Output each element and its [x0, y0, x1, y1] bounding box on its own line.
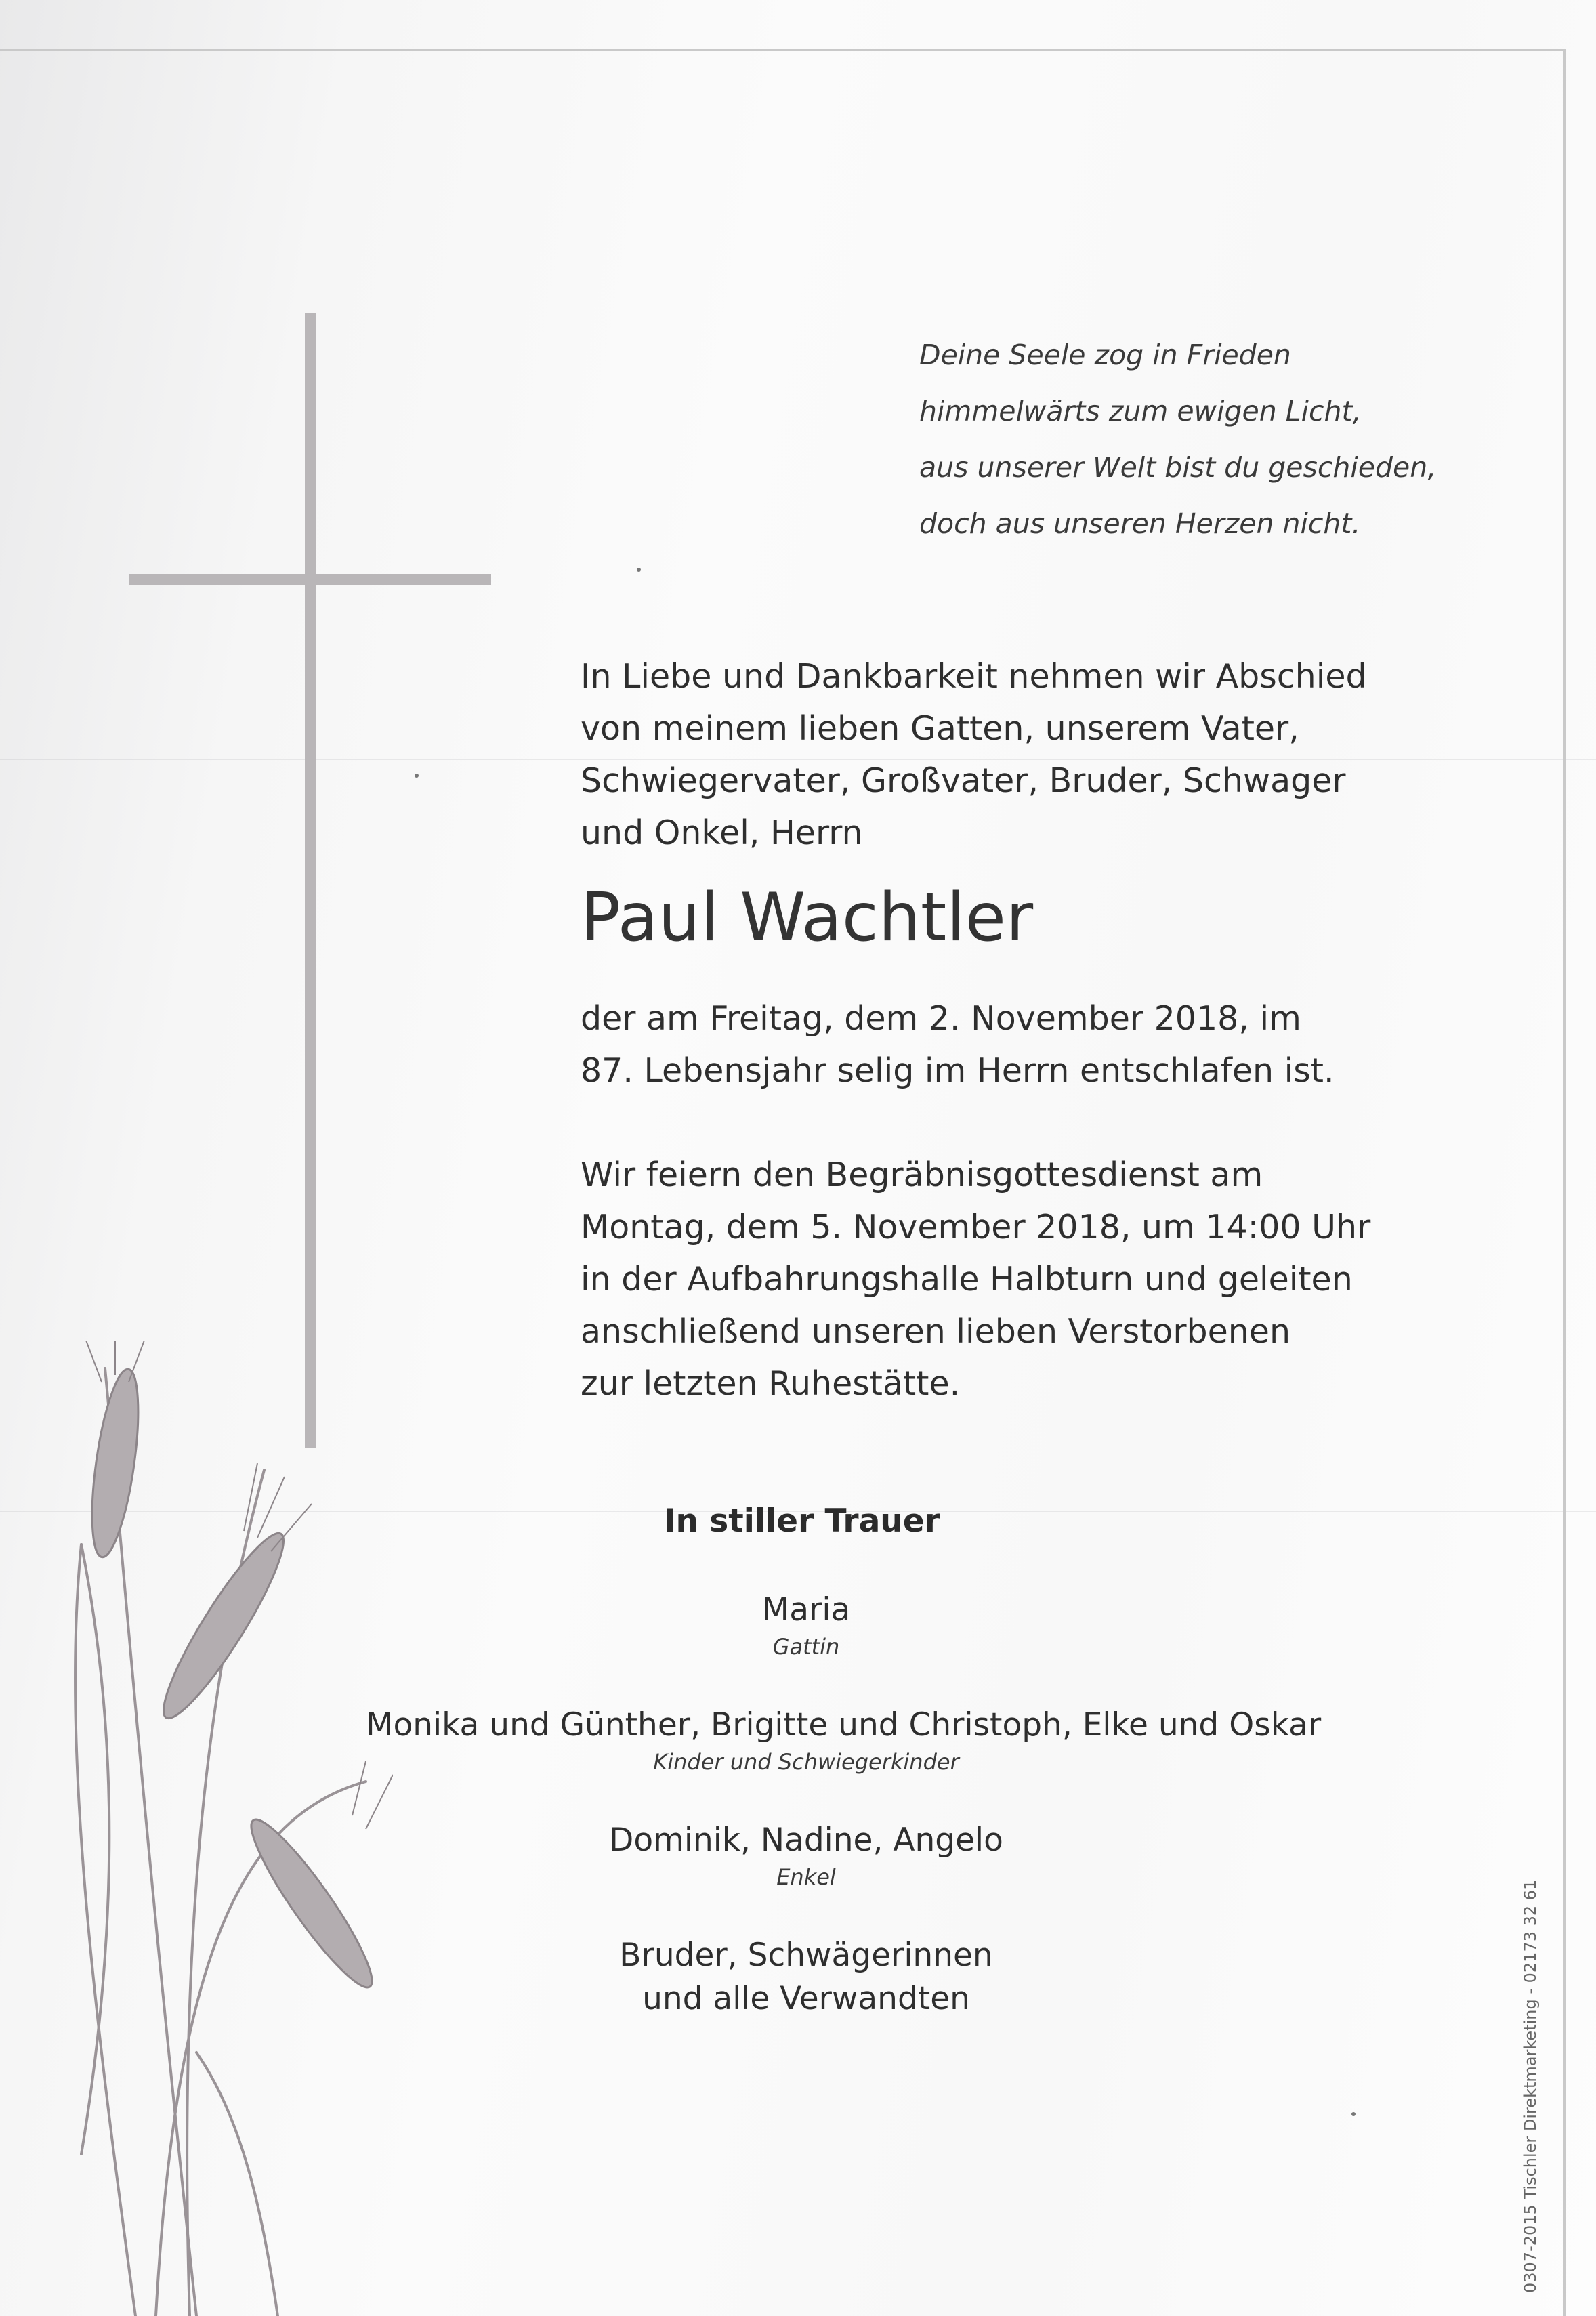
cross-vertical-bar	[305, 313, 316, 1448]
funeral-line: Montag, dem 5. November 2018, um 14:00 Uhr	[581, 1208, 1371, 1246]
poem-line: himmelwärts zum ewigen Licht,	[919, 395, 1362, 427]
wheat-leaf	[81, 1544, 109, 2154]
funeral-details	[581, 1149, 1370, 1410]
wheat-awn	[366, 1775, 393, 1829]
mourner-role: Enkel	[776, 1864, 836, 1890]
funeral-line: anschließend unseren lieben Verstorbenen	[581, 1312, 1290, 1351]
wheat-ear	[149, 1523, 298, 1728]
wheat-awn	[271, 1504, 312, 1551]
deceased-name: Paul Wachtler	[581, 879, 1034, 956]
farewell-intro	[581, 650, 1367, 859]
mourner-role: Gattin	[772, 1634, 840, 1660]
mourner-role: Kinder und Schwiegerkinder	[653, 1749, 959, 1775]
mourner-name: Bruder, Schwägerinnen	[619, 1937, 993, 1974]
wheat-leaf	[196, 2052, 278, 2316]
paper-speck	[1351, 2112, 1356, 2116]
intro-line: und Onkel, Herrn	[581, 814, 863, 852]
funeral-line: in der Aufbahrungshalle Halbturn und geleiten	[581, 1260, 1353, 1299]
death-line: 87. Lebensjahr selig im Herrn entschlafen ist.	[581, 1051, 1335, 1090]
intro-line: In Liebe und Dankbarkeit nehmen wir Abschied	[581, 657, 1367, 696]
wheat-illustration	[41, 1341, 393, 2316]
printer-imprint: 0307-2015 Tischler Direktmarketing - 02173 32 61	[1521, 1879, 1540, 2293]
wheat-awn	[257, 1477, 285, 1538]
mourners-list	[366, 1588, 1322, 2021]
mourner-name: Dominik, Nadine, Angelo	[609, 1822, 1003, 1859]
intro-line: von meinem lieben Gatten, unserem Vater,	[581, 709, 1299, 748]
death-line: der am Freitag, dem 2. November 2018, im	[581, 999, 1301, 1038]
mourner-name: Maria	[761, 1591, 851, 1628]
funeral-line: zur letzten Ruhestätte.	[581, 1364, 961, 1403]
cross-horizontal-bar	[129, 574, 491, 585]
mourner-name: und alle Verwandten	[642, 1980, 970, 2017]
wheat-awn	[352, 1761, 366, 1815]
mourning-heading: In stiller Trauer	[664, 1502, 940, 1540]
memorial-poem	[919, 327, 1436, 552]
intro-line: Schwiegervater, Großvater, Bruder, Schwager	[581, 761, 1346, 800]
funeral-line: Wir feiern den Begräbnisgottesdienst am	[581, 1156, 1263, 1194]
death-notice	[581, 992, 1335, 1097]
poem-line: Deine Seele zog in Frieden	[919, 339, 1291, 371]
wheat-ear	[238, 1809, 385, 1998]
poem-line: aus unserer Welt bist du geschieden,	[919, 451, 1437, 484]
paper-speck	[637, 568, 641, 572]
poem-line: doch aus unseren Herzen nicht.	[919, 507, 1361, 540]
wheat-ear	[83, 1366, 147, 1559]
wheat-awn	[81, 1341, 102, 1382]
paper-speck	[415, 774, 419, 778]
mourner-name: Monika und Günther, Brigitte und Christoph, Elke und Oskar	[366, 1706, 1322, 1744]
